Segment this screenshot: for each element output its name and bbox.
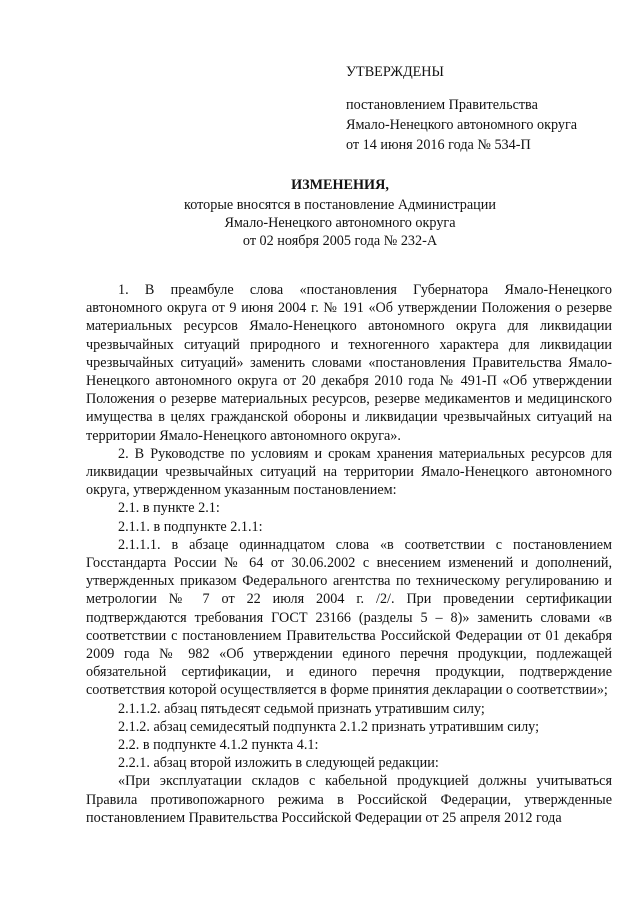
document-body: [86, 281, 612, 827]
approval-line: постановлением Правительства: [346, 97, 538, 113]
paragraph-2-1-2: 2.1.2. абзац семидесятый подпункта 2.1.2 признать утратившим силу;: [118, 718, 540, 735]
paragraph-quote: «При эксплуатации складов с кабельной продукцией должны учитываться Правила противопожарного режима в Российской Федерации, утвержденные постановлением Правительства Российской Федерации от 25 апреля 2012 года: [86, 773, 612, 826]
approval-heading: УТВЕРЖДЕНЫ: [346, 64, 444, 80]
title-heading: ИЗМЕНЕНИЯ,: [291, 177, 389, 193]
approval-line: Ямало-Ненецкого автономного округа: [346, 117, 578, 133]
paragraph-2: 2. В Руководстве по условиям и срокам хранения материальных ресурсов для ликвидации чрезвычайных ситуаций на территории Ямало-Ненецкого автономного округа, утвержденном указанным постановлением:: [86, 445, 612, 499]
paragraph-2-2-1: 2.2.1. абзац второй изложить в следующей редакции:: [118, 755, 439, 772]
title-line: от 02 ноября 2005 года № 232-А: [242, 233, 438, 249]
paragraph-2-1-1-2: 2.1.1.2. абзац пятьдесят седьмой признать утратившим силу;: [118, 700, 485, 717]
paragraph-2-1-1: 2.1.1. в подпункте 2.1.1:: [118, 518, 263, 535]
paragraph-1: 1. В преамбуле слова «постановления Губернатора Ямало-Ненецкого автономного округа от 9 июня 2004 г. № 191 «Об утверждении Положения о резерве материальных ресурсов Ямало-Ненецкого автономного округа для ликвидации чрезвычайных ситуаций природного и техногенного характера для ликвидации чрезвычайных ситуаций» заменить словами «постановления Правительства Ямало-Ненецкого автономного округа от 20 декабря 2010 года № 491-П «Об утверждении Положения о резерве материальных ресурсов, резерве медикаментов и медицинского имущества в целях гражданской обороны и ликвидации чрезвычайных ситуаций на территории Ямало-Ненецкого автономного округа».: [86, 282, 612, 444]
paragraph-2-2: 2.2. в подпункте 4.1.2 пункта 4.1:: [118, 737, 319, 754]
title-line: которые вносятся в постановление Администрации: [184, 197, 496, 213]
approval-stamp: [346, 62, 626, 155]
document-title: [60, 176, 620, 250]
paragraph-2-1: 2.1. в пункте 2.1:: [118, 500, 220, 517]
approval-line: от 14 июня 2016 года № 534-П: [346, 137, 531, 153]
title-line: Ямало-Ненецкого автономного округа: [224, 215, 456, 231]
paragraph-2-1-1-1: 2.1.1.1. в абзаце одиннадцатом слова «в соответствии с постановлением Госстандарта России № 64 от 30.06.2002 с внесением изменений и дополнений, утвержденных приказом Федерального агентства по техническому регулированию и метрологии № 7 от 22 июля 2004 г. /2/. При проведении сертификации подтверждаются требования ГОСТ 23166 (разделы 5 – 8)» заменить словами «в соответствии с постановлением Правительства Российской Федерации от 01 декабря 2009 года № 982 «Об утверждении единого перечня продукции, подлежащей обязательной сертификации, и единого перечня продукции, подтверждение соответствия которой осуществляется в форме принятия декларации о соответствии»;: [86, 536, 612, 699]
